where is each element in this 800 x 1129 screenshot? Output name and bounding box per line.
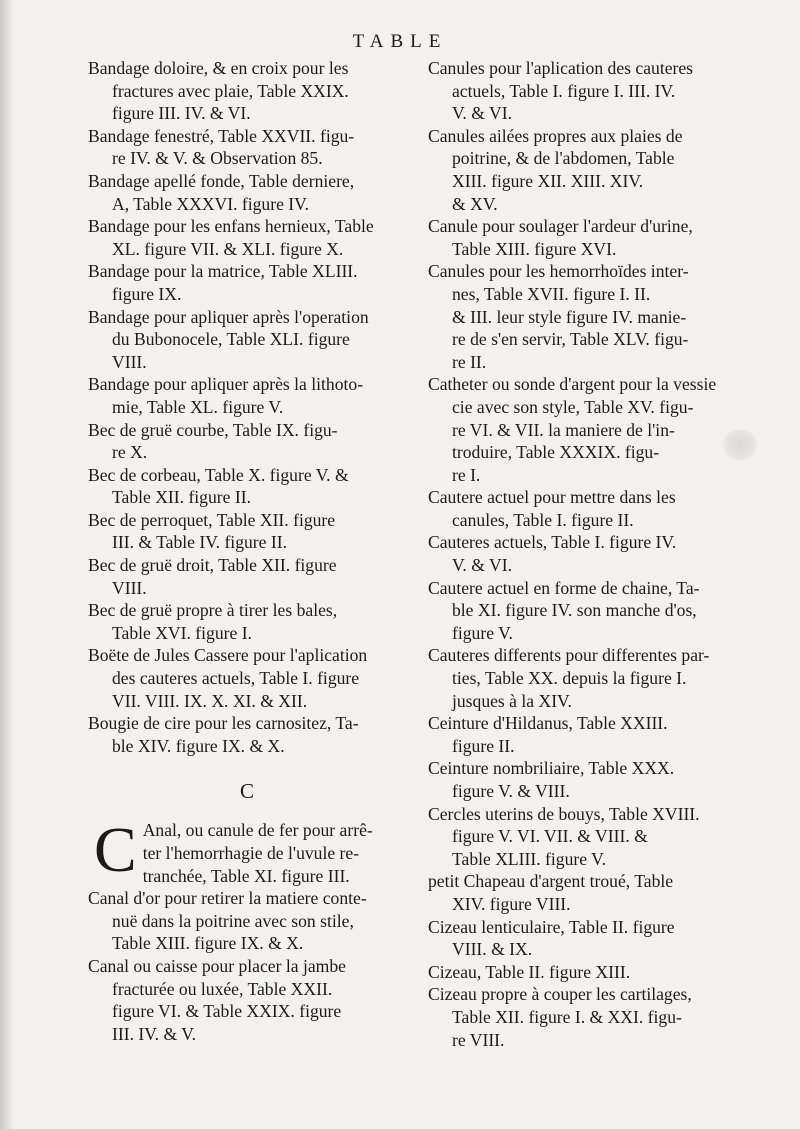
entry-continuation-line: V. & VI. <box>452 555 512 576</box>
entry-headword-line: Boëte de Jules Cassere pour l'aplication <box>88 645 368 666</box>
entry-headword-line: Bandage pour apliquer après la lithoto- <box>88 374 364 395</box>
entry-headword-line: Bandage pour apliquer après l'operation <box>88 306 369 327</box>
index-entry <box>428 486 754 531</box>
drop-cap-letter: C <box>94 814 137 886</box>
entry-continuation-line: VIII. & IX. <box>452 939 533 960</box>
index-entry <box>428 57 754 125</box>
entry-continuation-line: ble XI. figure IV. son manche d'os, <box>452 600 697 621</box>
index-entry <box>428 916 754 961</box>
left-column <box>88 57 406 1045</box>
entry-headword-line: Bandage doloire, & en croix pour les <box>88 58 349 78</box>
index-entry <box>88 260 406 305</box>
entry-continuation-line: nes, Table XVII. figure I. II. <box>452 283 651 304</box>
entry-continuation-line: figure II. <box>452 735 515 756</box>
entry-continuation-line: re IV. & V. & Observation 85. <box>112 148 323 169</box>
index-entry-dropcap <box>88 814 406 887</box>
entry-headword-line: Bec de gruë droit, Table XII. figure <box>88 555 337 576</box>
entry-continuation-line: XL. figure VII. & XLI. figure X. <box>112 238 344 259</box>
entry-headword-line: Cizeau lenticulaire, Table II. figure <box>428 916 675 937</box>
section-letter-heading: C <box>239 779 254 804</box>
entry-continuation-line: XIII. figure XII. XIII. XIV. <box>452 170 644 191</box>
entry-continuation-line: re VIII. <box>452 1029 505 1050</box>
entry-continuation-line: figure V. <box>452 622 513 643</box>
index-entry <box>88 599 406 644</box>
entry-continuation-line: Table XIII. figure XVI. <box>452 238 617 259</box>
entry-continuation-line: V. & VI. <box>452 103 512 124</box>
entry-continuation-line: figure V. VI. VII. & VIII. & <box>452 826 648 847</box>
entry-headword-line: Canal d'or pour retirer la matiere conte- <box>88 888 367 909</box>
entry-continuation-line: canules, Table I. figure II. <box>452 509 634 530</box>
entry-continuation-line: des cauteres actuels, Table I. figure <box>112 668 360 689</box>
index-entry <box>88 509 406 554</box>
index-entry <box>428 531 754 576</box>
entry-continuation-line: Table XII. figure II. <box>112 487 251 508</box>
entry-headword-line: Catheter ou sonde d'argent pour la vessie <box>428 374 717 395</box>
entry-continuation-line: VII. VIII. IX. X. XI. & XII. <box>112 690 308 711</box>
entry-headword-line: Bec de gruë courbe, Table IX. figu- <box>88 419 338 440</box>
entry-continuation-line: Table XLIII. figure V. <box>452 848 606 869</box>
index-entry <box>428 260 754 373</box>
index-entry <box>428 577 754 645</box>
index-entry <box>88 644 406 712</box>
entry-continuation-line: VIII. <box>112 351 147 372</box>
entry-continuation-line: & III. leur style figure IV. manie- <box>452 306 687 327</box>
entry-continuation-line: nuë dans la poitrine avec son stile, <box>112 910 354 931</box>
entry-headword-line: Bougie de cire pour les carnositez, Ta- <box>88 713 359 734</box>
index-entry <box>428 373 754 486</box>
index-entry <box>88 887 406 955</box>
entry-headword-line: Bec de corbeau, Table X. figure V. & <box>88 464 349 485</box>
entry-continuation-line: fracturée ou luxée, Table XXII. <box>112 978 333 999</box>
entry-headword-line: Cauteres differents pour differentes par- <box>428 645 710 666</box>
entry-headword-line: Ceinture d'Hildanus, Table XXIII. <box>428 713 668 734</box>
index-entry <box>428 644 754 712</box>
entry-continuation-line: ble XIV. figure IX. & X. <box>112 735 285 756</box>
entry-continuation-line: Table XII. figure I. & XXI. figu- <box>452 1006 682 1027</box>
entry-headword-line: Cauteres actuels, Table I. figure IV. <box>428 532 677 553</box>
index-entry <box>428 757 754 802</box>
entry-continuation-line: & XV. <box>452 193 498 214</box>
entry-continuation-line: re de s'en servir, Table XLV. figu- <box>452 329 689 350</box>
entry-headword-line: Cizeau propre à couper les cartilages, <box>428 984 692 1005</box>
index-entry <box>428 983 754 1051</box>
entry-continuation-line: fractures avec plaie, Table XXIX. <box>112 80 349 101</box>
entry-headword-line: Bec de perroquet, Table XII. figure <box>88 509 336 530</box>
entry-continuation-line: figure V. & VIII. <box>452 781 570 801</box>
index-entry <box>428 803 754 871</box>
entry-continuation-line: re I. <box>452 464 481 485</box>
entry-continuation-line: re VI. & VII. la maniere de l'in- <box>452 419 675 440</box>
entry-continuation-line: du Bubonocele, Table XLI. figure <box>112 329 350 350</box>
entry-continuation-line: figure III. IV. & VI. <box>112 103 251 124</box>
entry-continuation-line: re X. <box>112 442 148 463</box>
entry-continuation-line: III. IV. & V. <box>112 1023 197 1044</box>
entry-headword-line: Cercles uterins de bouys, Table XVIII. <box>428 803 700 824</box>
index-entry <box>428 712 754 757</box>
entry-headword-line: Ceinture nombriliaire, Table XXX. <box>428 758 675 779</box>
running-head: TABLE <box>352 31 448 52</box>
entry-continuation-line: cie avec son style, Table XV. figu- <box>452 396 694 417</box>
entry-headword-line: Cizeau, Table II. figure XIII. <box>428 961 631 982</box>
index-entry <box>88 125 406 170</box>
entry-continuation-line: poitrine, & de l'abdomen, Table <box>452 148 675 169</box>
index-entry <box>88 170 406 215</box>
entry-headword-line: Bandage apellé fonde, Table derniere, <box>88 170 355 191</box>
entry-continuation-line: ter l'hemorrhagie de l'uvule re- <box>142 843 360 863</box>
entry-headword-line: Bandage pour la matrice, Table XLIII. <box>88 261 358 282</box>
entry-headword-line: Bandage pour les enfans hernieux, Table <box>88 216 374 237</box>
entry-continuation-line: tranchée, Table XI. figure III. <box>142 865 350 886</box>
entry-continuation-line: figure IX. <box>112 283 182 304</box>
entry-headword-line: Anal, ou canule de fer pour arrê- <box>142 820 373 841</box>
entry-headword-line: petit Chapeau d'argent troué, Table <box>428 871 674 892</box>
entry-continuation-line: Table XVI. figure I. <box>112 622 252 643</box>
entry-continuation-line: A, Table XXXVI. figure IV. <box>112 193 309 214</box>
entry-headword-line: Cautere actuel pour mettre dans les <box>428 487 676 508</box>
page-gutter-shadow <box>0 0 14 1129</box>
index-entry <box>88 306 406 374</box>
index-entry <box>88 215 406 260</box>
right-column <box>428 57 754 1051</box>
entry-headword-line: Canule pour soulager l'ardeur d'urine, <box>428 216 693 237</box>
index-entry <box>88 57 406 125</box>
index-entry <box>428 125 754 215</box>
index-entry <box>428 870 754 915</box>
entry-continuation-line: ties, Table XX. depuis la figure I. <box>452 668 687 689</box>
index-entry <box>88 712 406 757</box>
index-entry <box>428 215 754 260</box>
entry-continuation-line: jusques à la XIV. <box>452 690 572 711</box>
index-entry <box>88 464 406 509</box>
entry-headword-line: Canal ou caisse pour placer la jambe <box>88 955 346 976</box>
index-entry <box>88 419 406 464</box>
entry-continuation-line: VIII. <box>112 577 147 598</box>
entry-headword-line: Canules ailées propres aux plaies de <box>428 125 683 146</box>
entry-headword-line: Canules pour l'aplication des cauteres <box>428 58 694 78</box>
entry-continuation-line: mie, Table XL. figure V. <box>112 396 284 417</box>
entry-continuation-line: troduire, Table XXXIX. figu- <box>452 442 660 463</box>
entry-headword-line: Bec de gruë propre à tirer les bales, <box>88 600 338 621</box>
entry-continuation-line: III. & Table IV. figure II. <box>112 532 287 553</box>
index-entry <box>88 554 406 599</box>
entry-continuation-line: actuels, Table I. figure I. III. IV. <box>452 80 676 101</box>
index-entry <box>428 961 754 984</box>
entry-continuation-line: figure VI. & Table XXIX. figure <box>112 1001 342 1022</box>
entry-continuation-line: XIV. figure VIII. <box>452 893 571 914</box>
entry-headword-line: Bandage fenestré, Table XXVII. figu- <box>88 125 355 146</box>
index-entry <box>88 955 406 1045</box>
entry-headword-line: Cautere actuel en forme de chaine, Ta- <box>428 577 700 598</box>
index-entry <box>88 373 406 418</box>
entry-continuation-line: re II. <box>452 351 487 372</box>
entry-headword-line: Canules pour les hemorrhoïdes inter- <box>428 261 689 282</box>
entry-continuation-line: Table XIII. figure IX. & X. <box>112 933 304 954</box>
